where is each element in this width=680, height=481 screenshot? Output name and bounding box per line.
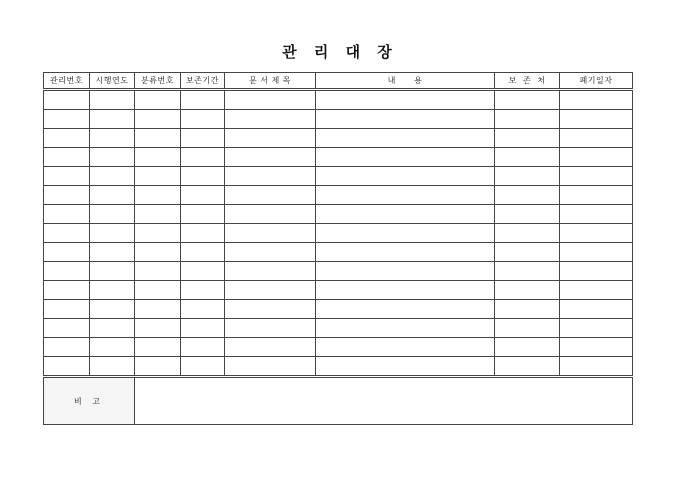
- cell-retention-period[interactable]: [181, 129, 225, 148]
- cell-management-number[interactable]: [44, 224, 90, 243]
- cell-classification-number[interactable]: [135, 224, 181, 243]
- table-row: [44, 186, 633, 205]
- cell-retention-period[interactable]: [181, 186, 225, 205]
- table-row: [44, 110, 633, 129]
- cell-storage-location[interactable]: [495, 319, 560, 338]
- cell-storage-location[interactable]: [495, 243, 560, 262]
- cell-content[interactable]: [316, 262, 495, 281]
- cell-enforcement-year[interactable]: [90, 300, 135, 319]
- cell-disposal-date[interactable]: [560, 300, 633, 319]
- header-document-title: 문 서 제 목: [225, 73, 316, 90]
- cell-classification-number[interactable]: [135, 300, 181, 319]
- cell-document-title[interactable]: [225, 205, 316, 224]
- cell-enforcement-year[interactable]: [90, 110, 135, 129]
- cell-management-number[interactable]: [44, 357, 90, 377]
- cell-retention-period[interactable]: [181, 205, 225, 224]
- cell-storage-location[interactable]: [495, 281, 560, 300]
- cell-enforcement-year[interactable]: [90, 224, 135, 243]
- cell-storage-location[interactable]: [495, 205, 560, 224]
- cell-management-number[interactable]: [44, 338, 90, 357]
- header-management-number: 관리번호: [44, 73, 90, 90]
- cell-classification-number[interactable]: [135, 148, 181, 167]
- cell-enforcement-year[interactable]: [90, 167, 135, 186]
- cell-document-title[interactable]: [225, 90, 316, 110]
- cell-enforcement-year[interactable]: [90, 205, 135, 224]
- cell-disposal-date[interactable]: [560, 243, 633, 262]
- cell-classification-number[interactable]: [135, 262, 181, 281]
- cell-storage-location[interactable]: [495, 224, 560, 243]
- cell-content[interactable]: [316, 319, 495, 338]
- cell-storage-location[interactable]: [495, 167, 560, 186]
- table-row: [44, 281, 633, 300]
- cell-classification-number[interactable]: [135, 338, 181, 357]
- cell-content[interactable]: [316, 281, 495, 300]
- table-row: [44, 167, 633, 186]
- cell-disposal-date[interactable]: [560, 319, 633, 338]
- remarks-row: [44, 377, 633, 425]
- header-retention-period: 보존기간: [181, 73, 225, 90]
- table-row: [44, 243, 633, 262]
- cell-management-number[interactable]: [44, 281, 90, 300]
- remarks-field[interactable]: [135, 377, 633, 425]
- cell-disposal-date[interactable]: [560, 148, 633, 167]
- cell-management-number[interactable]: [44, 186, 90, 205]
- header-row: [44, 73, 633, 90]
- table-row: [44, 300, 633, 319]
- cell-management-number[interactable]: [44, 319, 90, 338]
- cell-classification-number[interactable]: [135, 110, 181, 129]
- table-row: [44, 90, 633, 110]
- remarks-label: 비 고: [44, 377, 135, 425]
- cell-disposal-date[interactable]: [560, 167, 633, 186]
- cell-document-title[interactable]: [225, 224, 316, 243]
- cell-content[interactable]: [316, 224, 495, 243]
- cell-enforcement-year[interactable]: [90, 148, 135, 167]
- cell-document-title[interactable]: [225, 148, 316, 167]
- cell-management-number[interactable]: [44, 90, 90, 110]
- cell-document-title[interactable]: [225, 300, 316, 319]
- cell-disposal-date[interactable]: [560, 90, 633, 110]
- cell-classification-number[interactable]: [135, 186, 181, 205]
- cell-retention-period[interactable]: [181, 300, 225, 319]
- cell-disposal-date[interactable]: [560, 110, 633, 129]
- cell-document-title[interactable]: [225, 243, 316, 262]
- cell-document-title[interactable]: [225, 110, 316, 129]
- page-title: 관 리 대 장: [282, 43, 398, 61]
- cell-content[interactable]: [316, 338, 495, 357]
- cell-storage-location[interactable]: [495, 262, 560, 281]
- cell-enforcement-year[interactable]: [90, 262, 135, 281]
- cell-retention-period[interactable]: [181, 357, 225, 377]
- table-row: [44, 148, 633, 167]
- cell-retention-period[interactable]: [181, 262, 225, 281]
- cell-disposal-date[interactable]: [560, 357, 633, 377]
- management-register-table: [43, 72, 633, 425]
- cell-disposal-date[interactable]: [560, 186, 633, 205]
- cell-retention-period[interactable]: [181, 148, 225, 167]
- cell-content[interactable]: [316, 300, 495, 319]
- table-row: [44, 338, 633, 357]
- cell-storage-location[interactable]: [495, 129, 560, 148]
- cell-management-number[interactable]: [44, 243, 90, 262]
- cell-disposal-date[interactable]: [560, 262, 633, 281]
- cell-document-title[interactable]: [225, 338, 316, 357]
- cell-classification-number[interactable]: [135, 281, 181, 300]
- cell-document-title[interactable]: [225, 262, 316, 281]
- cell-management-number[interactable]: [44, 300, 90, 319]
- cell-classification-number[interactable]: [135, 243, 181, 262]
- cell-enforcement-year[interactable]: [90, 338, 135, 357]
- cell-document-title[interactable]: [225, 319, 316, 338]
- cell-classification-number[interactable]: [135, 90, 181, 110]
- cell-storage-location[interactable]: [495, 186, 560, 205]
- cell-content[interactable]: [316, 90, 495, 110]
- cell-management-number[interactable]: [44, 129, 90, 148]
- cell-retention-period[interactable]: [181, 224, 225, 243]
- header-content: 내 용: [316, 73, 495, 90]
- cell-retention-period[interactable]: [181, 90, 225, 110]
- cell-content[interactable]: [316, 357, 495, 377]
- header-enforcement-year: 시행연도: [90, 73, 135, 90]
- cell-enforcement-year[interactable]: [90, 129, 135, 148]
- cell-content[interactable]: [316, 167, 495, 186]
- cell-disposal-date[interactable]: [560, 224, 633, 243]
- cell-document-title[interactable]: [225, 167, 316, 186]
- cell-retention-period[interactable]: [181, 110, 225, 129]
- cell-classification-number[interactable]: [135, 129, 181, 148]
- cell-classification-number[interactable]: [135, 205, 181, 224]
- table-row: [44, 224, 633, 243]
- table-row: [44, 262, 633, 281]
- cell-content[interactable]: [316, 205, 495, 224]
- register-rows: [44, 90, 633, 377]
- cell-document-title[interactable]: [225, 357, 316, 377]
- cell-storage-location[interactable]: [495, 110, 560, 129]
- cell-disposal-date[interactable]: [560, 205, 633, 224]
- cell-storage-location[interactable]: [495, 338, 560, 357]
- cell-classification-number[interactable]: [135, 167, 181, 186]
- cell-management-number[interactable]: [44, 148, 90, 167]
- cell-enforcement-year[interactable]: [90, 281, 135, 300]
- cell-document-title[interactable]: [225, 186, 316, 205]
- cell-retention-period[interactable]: [181, 338, 225, 357]
- cell-disposal-date[interactable]: [560, 338, 633, 357]
- cell-management-number[interactable]: [44, 110, 90, 129]
- cell-classification-number[interactable]: [135, 319, 181, 338]
- cell-classification-number[interactable]: [135, 357, 181, 377]
- cell-storage-location[interactable]: [495, 357, 560, 377]
- cell-content[interactable]: [316, 243, 495, 262]
- cell-content[interactable]: [316, 186, 495, 205]
- cell-document-title[interactable]: [225, 281, 316, 300]
- cell-management-number[interactable]: [44, 205, 90, 224]
- cell-content[interactable]: [316, 110, 495, 129]
- cell-content[interactable]: [316, 148, 495, 167]
- header-classification-number: 분류번호: [135, 73, 181, 90]
- table-row: [44, 205, 633, 224]
- cell-enforcement-year[interactable]: [90, 357, 135, 377]
- cell-retention-period[interactable]: [181, 319, 225, 338]
- cell-disposal-date[interactable]: [560, 281, 633, 300]
- cell-storage-location[interactable]: [495, 90, 560, 110]
- table-row: [44, 129, 633, 148]
- table-row: [44, 357, 633, 377]
- cell-management-number[interactable]: [44, 262, 90, 281]
- cell-retention-period[interactable]: [181, 281, 225, 300]
- cell-management-number[interactable]: [44, 167, 90, 186]
- header-disposal-date: 폐기일자: [560, 73, 633, 90]
- cell-enforcement-year[interactable]: [90, 186, 135, 205]
- cell-disposal-date[interactable]: [560, 129, 633, 148]
- cell-enforcement-year[interactable]: [90, 319, 135, 338]
- cell-enforcement-year[interactable]: [90, 243, 135, 262]
- cell-retention-period[interactable]: [181, 167, 225, 186]
- table-row: [44, 319, 633, 338]
- header-storage-location: 보 존 처: [495, 73, 560, 90]
- cell-storage-location[interactable]: [495, 148, 560, 167]
- cell-storage-location[interactable]: [495, 300, 560, 319]
- cell-content[interactable]: [316, 129, 495, 148]
- cell-document-title[interactable]: [225, 129, 316, 148]
- cell-enforcement-year[interactable]: [90, 90, 135, 110]
- cell-retention-period[interactable]: [181, 243, 225, 262]
